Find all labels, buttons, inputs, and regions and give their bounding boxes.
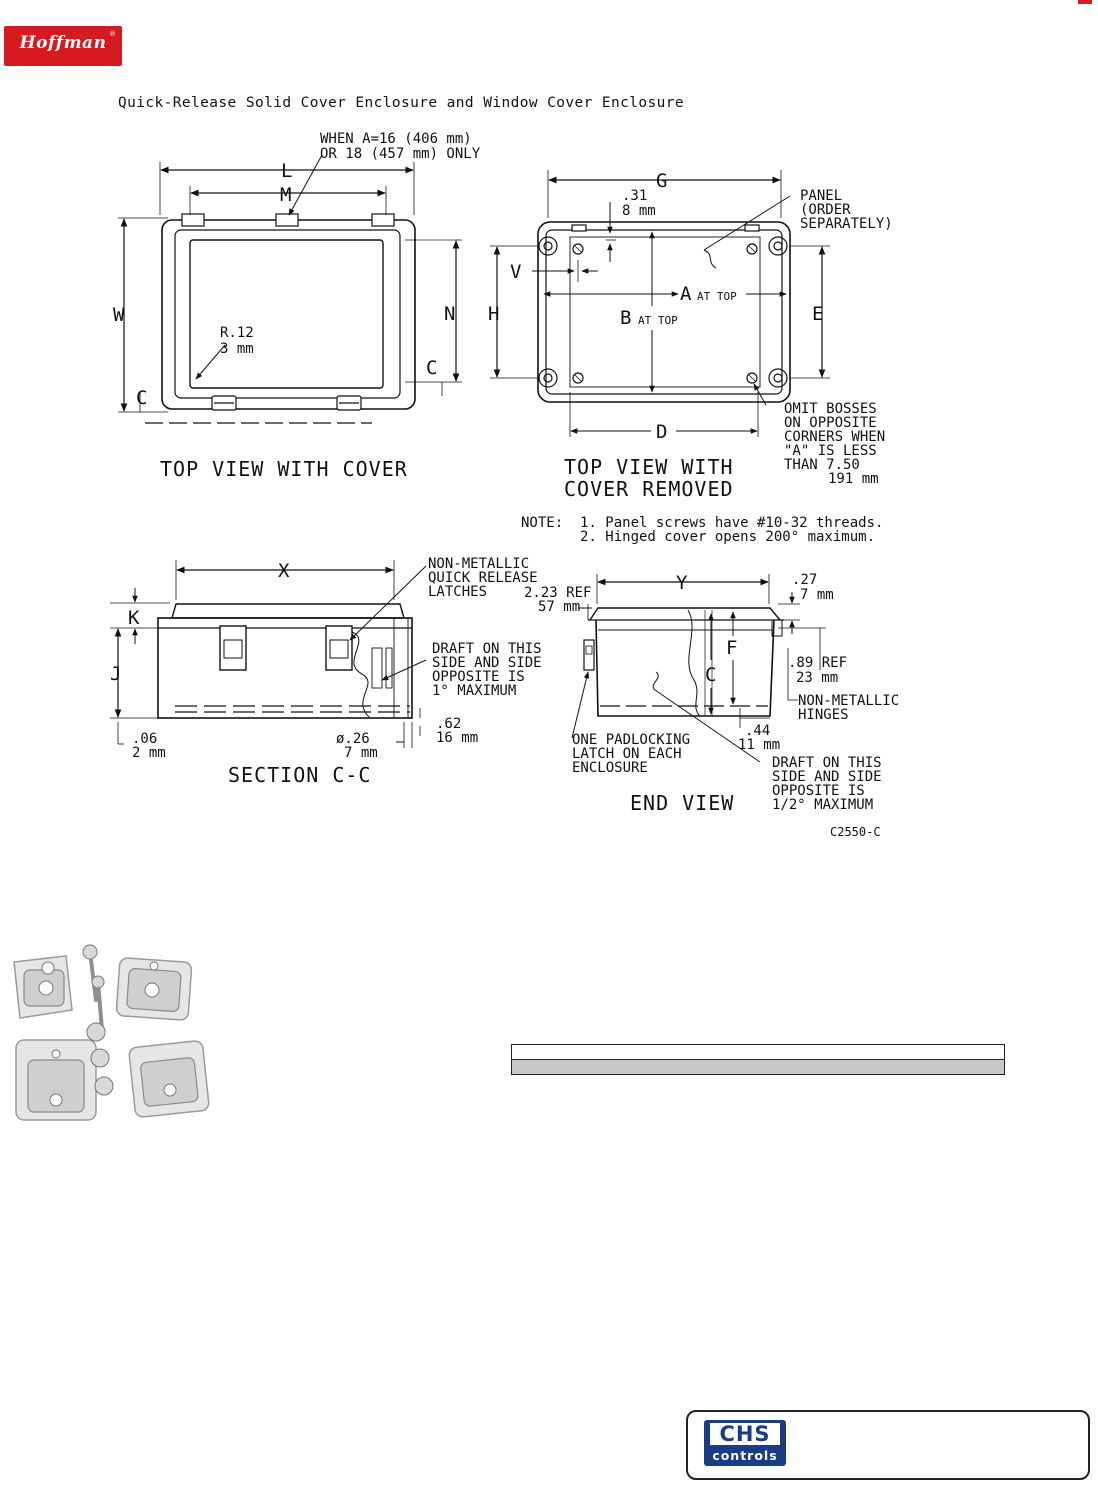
callout-62-in: .62 (436, 716, 462, 732)
callout-panel-1: PANEL (800, 188, 843, 204)
callout-pad-3: ENCLOSURE (572, 760, 648, 776)
distributor-box (686, 1410, 1090, 1480)
callout-06-mm: 2 mm (132, 745, 166, 761)
callout-27-in: .27 (792, 572, 818, 588)
spec-table-header (511, 1044, 1005, 1060)
page-title: Quick-Release Solid Cover Enclosure and Window Cover Enclosure (118, 95, 685, 111)
view-title-removed-2: COVER REMOVED (564, 477, 734, 501)
dim-H: H (488, 303, 500, 325)
callout-draft1-4: 1° MAXIMUM (432, 683, 517, 699)
callout-06-in: .06 (132, 731, 158, 747)
callout-hinge-2: HINGES (798, 707, 849, 723)
callout-omit-4: "A" IS LESS (784, 443, 877, 459)
callout-panel-2: (ORDER (800, 202, 851, 218)
dim-V: V (510, 261, 522, 283)
dim-K: K (128, 607, 140, 629)
callout-when-a-2: OR 18 (457 mm) ONLY (320, 146, 481, 162)
view-title-top-with-cover: TOP VIEW WITH COVER (160, 457, 408, 481)
callout-hinge-1: NON-METALLIC (798, 693, 900, 709)
callout-27-mm: 7 mm (800, 587, 834, 603)
callout-pad-1: ONE PADLOCKING (572, 732, 691, 748)
callout-draft1-1: DRAFT ON THIS (432, 641, 542, 657)
callout-omit-3: CORNERS WHEN (784, 429, 886, 445)
dim-M: M (280, 184, 292, 206)
callout-draft2-4: 1/2° MAXIMUM (772, 797, 874, 813)
callout-31-in: .31 (622, 188, 648, 204)
callout-89-mm: 23 mm (796, 670, 839, 686)
callout-26-in: ø.26 (336, 731, 370, 747)
callout-latch-2: QUICK RELEASE (428, 570, 538, 586)
dim-L: L (281, 160, 293, 182)
drawing-id: C2550-C (830, 825, 881, 839)
callout-draft2-1: DRAFT ON THIS (772, 755, 882, 771)
dim-A: A (680, 283, 692, 305)
spec-table (511, 1044, 1005, 1077)
callout-omit-2: ON OPPOSITE (784, 415, 877, 431)
dim-N: N (444, 303, 456, 325)
callout-omit-6: 191 mm (828, 471, 879, 487)
view-title-removed-1: TOP VIEW WITH (564, 455, 734, 479)
dim-A-at-top: AT TOP (697, 290, 737, 303)
spec-table-band (511, 1060, 1005, 1075)
dim-C-end: C (705, 664, 717, 686)
callout-omit-1: OMIT BOSSES (784, 401, 877, 417)
chs-controls-logo (704, 1420, 786, 1466)
callout-radius-in: R.12 (220, 325, 254, 341)
dim-F: F (726, 637, 738, 659)
dim-G: G (656, 170, 668, 192)
view-title-end: END VIEW (630, 791, 735, 815)
callout-223-mm: 57 mm (538, 599, 581, 615)
top-view-cover-removed (490, 170, 830, 437)
dim-W: W (113, 304, 125, 326)
callout-panel-3: SEPARATELY) (800, 216, 893, 232)
callout-latch-1: NON-METALLIC (428, 556, 530, 572)
note-2: 2. Hinged cover opens 200° maximum. (580, 529, 876, 545)
callout-draft1-2: SIDE AND SIDE (432, 655, 542, 671)
section-c-c (110, 560, 426, 748)
view-title-section: SECTION C-C (228, 763, 372, 787)
callout-89-in: .89 REF (788, 655, 848, 671)
callout-44-in: .44 (745, 723, 771, 739)
callout-pad-2: LATCH ON EACH (572, 746, 682, 762)
dim-E: E (812, 303, 824, 325)
callout-radius-mm: 3 mm (220, 341, 254, 357)
dim-D: D (656, 421, 668, 443)
callout-draft1-3: OPPOSITE IS (432, 669, 525, 685)
callout-latch-3: LATCHES (428, 584, 488, 600)
callout-draft2-3: OPPOSITE IS (772, 783, 865, 799)
callout-when-a-1: WHEN A=16 (406 mm) (320, 131, 472, 147)
callout-26-mm: 7 mm (344, 745, 378, 761)
callout-44-mm: 11 mm (738, 737, 781, 753)
dim-B: B (620, 307, 632, 329)
callout-omit-5: THAN 7.50 (784, 457, 860, 473)
dim-B-at-top: AT TOP (638, 314, 678, 327)
registered-mark: ® (109, 30, 116, 38)
note-label: NOTE: (521, 515, 564, 531)
callout-62-mm: 16 mm (436, 730, 479, 746)
dim-J: J (110, 663, 122, 685)
dim-Y: Y (676, 572, 688, 594)
dim-C-left: C (136, 387, 148, 409)
callout-draft2-2: SIDE AND SIDE (772, 769, 882, 785)
dim-C-right: C (426, 357, 438, 379)
latch-kit-image (10, 940, 215, 1130)
chs-logo-top: CHS (710, 1423, 780, 1445)
chs-logo-bottom: controls (712, 1448, 778, 1463)
logo-text: Hoffman (19, 33, 107, 53)
callout-31-mm: 8 mm (622, 203, 656, 219)
dim-X: X (278, 560, 290, 582)
callout-223-in: 2.23 REF (524, 585, 592, 601)
note-1: 1. Panel screws have #10-32 threads. (580, 515, 884, 531)
